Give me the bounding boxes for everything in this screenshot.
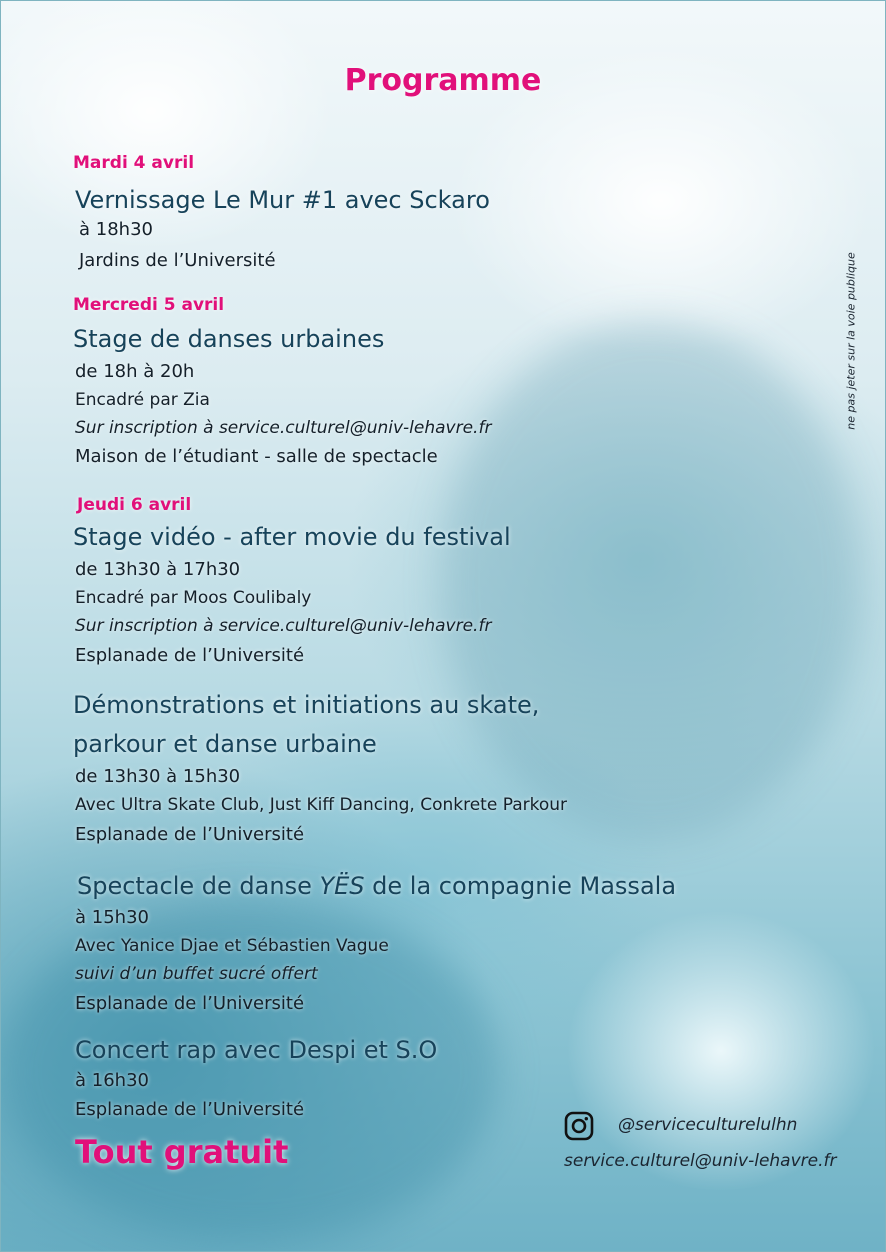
event-place: Jardins de l’Université xyxy=(79,250,276,271)
event-time: à 18h30 xyxy=(79,219,153,240)
event-signup: Sur inscription à service.culturel@univ-lehavre.fr xyxy=(75,418,492,438)
event-title-part: de la compagnie Massala xyxy=(364,872,677,900)
event-time: de 18h à 20h xyxy=(75,361,195,382)
event-title-spectacle xyxy=(77,868,676,904)
event-place: Maison de l’étudiant - salle de spectacle xyxy=(75,446,438,467)
event-title-part: Spectacle de danse xyxy=(77,872,320,900)
event-time: à 15h30 xyxy=(75,907,149,928)
event-place: Esplanade de l’Université xyxy=(75,1099,305,1120)
instagram-icon[interactable] xyxy=(564,1111,594,1141)
event-time: de 13h30 à 15h30 xyxy=(75,766,241,787)
background-face-shadow xyxy=(441,321,861,841)
event-title-concert: Concert rap avec Despi et S.O xyxy=(75,1036,438,1064)
event-title-vernissage: Vernissage Le Mur #1 avec Sckaro xyxy=(75,186,490,214)
event-title-demonstrations-line2: parkour et danse urbaine xyxy=(73,730,377,758)
event-title-stage-danses: Stage de danses urbaines xyxy=(73,325,385,353)
day-heading-wednesday: Mercredi 5 avril xyxy=(73,295,225,315)
event-host: Encadré par Zia xyxy=(75,390,210,410)
event-host: Avec Ultra Skate Club, Just Kiff Dancing, Conkrete Parkour xyxy=(75,795,568,815)
event-time: à 16h30 xyxy=(75,1070,149,1091)
contact-email[interactable]: service.culturel@univ-lehavre.fr xyxy=(564,1151,837,1171)
day-heading-thursday: Jeudi 6 avril xyxy=(77,495,192,515)
event-place: Esplanade de l’Université xyxy=(75,993,305,1014)
event-title-stage-video: Stage vidéo - after movie du festival xyxy=(73,523,511,551)
event-note: suivi d’un buffet sucré offert xyxy=(75,964,318,984)
day-heading-tuesday: Mardi 4 avril xyxy=(73,153,195,173)
free-banner: Tout gratuit xyxy=(75,1133,289,1171)
event-place: Esplanade de l’Université xyxy=(75,645,305,666)
event-place: Esplanade de l’Université xyxy=(75,824,305,845)
side-note: ne pas jeter sur la voie publique xyxy=(844,252,858,430)
event-time: de 13h30 à 17h30 xyxy=(75,559,241,580)
page-title: Programme xyxy=(344,63,542,98)
instagram-handle[interactable]: @serviceculturelulhn xyxy=(618,1115,798,1135)
event-host: Encadré par Moos Coulibaly xyxy=(75,588,312,608)
event-signup: Sur inscription à service.culturel@univ-lehavre.fr xyxy=(75,616,492,636)
event-title-emphasis: YËS xyxy=(319,872,365,900)
event-host: Avec Yanice Djae et Sébastien Vague xyxy=(75,936,389,956)
event-title-demonstrations-line1: Démonstrations et initiations au skate, xyxy=(73,691,540,719)
